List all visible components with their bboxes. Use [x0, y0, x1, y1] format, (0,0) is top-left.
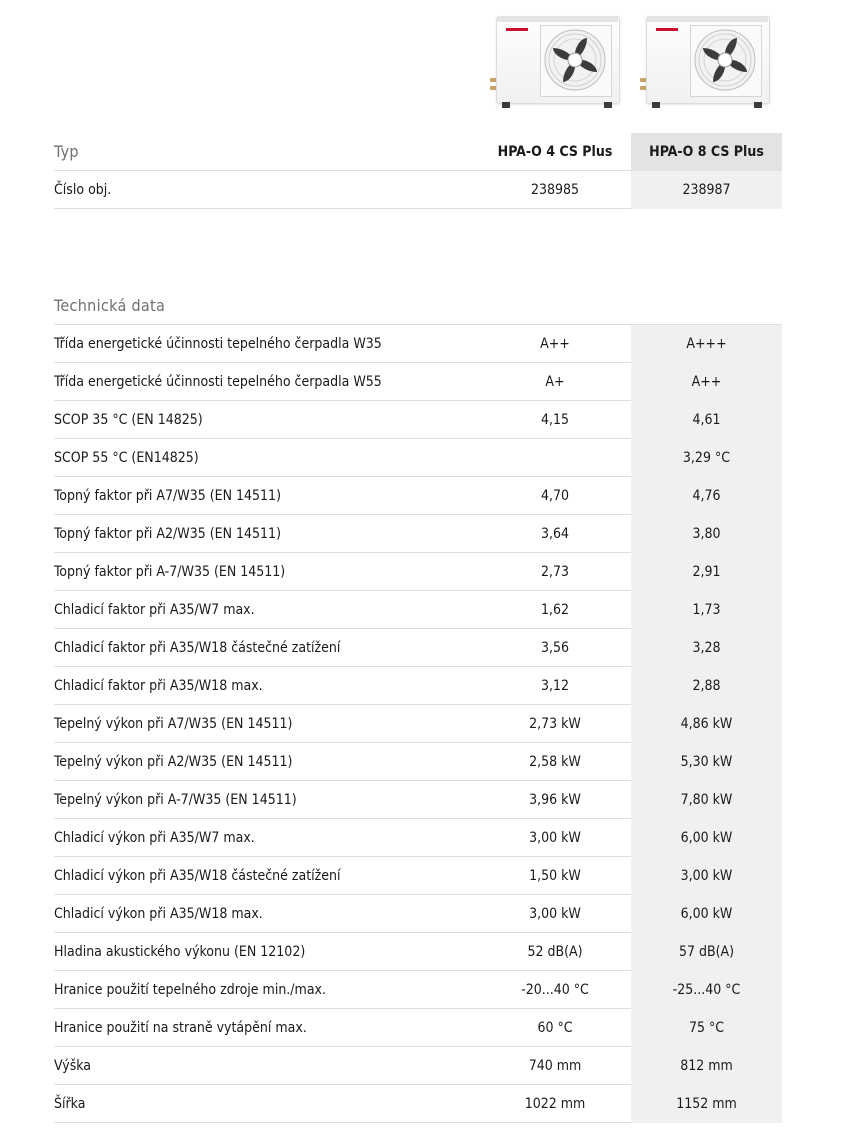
- tech-value-hpa-o-8: 6,00 kW: [631, 819, 782, 857]
- tech-value-hpa-o-4: 1,62: [540, 602, 570, 618]
- tech-value-hpa-o-8: 4,86 kW: [631, 705, 782, 743]
- tech-value-hpa-o-8: 6,00 kW: [631, 895, 782, 933]
- tech-data-row: [54, 401, 782, 439]
- tech-value-hpa-o-4: [480, 439, 630, 476]
- tech-data-row: [54, 1047, 782, 1085]
- tech-row-label: Třída energetické účinnosti tepelného čerpadla W35: [54, 336, 382, 352]
- tech-row-label: Chladicí faktor při A35/W18 částečné zatížení: [54, 640, 341, 656]
- unit-top-cap: [496, 16, 618, 22]
- tech-data-row: [54, 439, 782, 477]
- tech-value-hpa-o-4: 3,64: [540, 526, 570, 542]
- tech-row-label: Chladicí výkon při A35/W18 max.: [54, 906, 263, 922]
- tech-value-hpa-o-8: 3,00 kW: [631, 857, 782, 895]
- order-number-hpa-o-4: 238985: [530, 182, 580, 198]
- tech-value-hpa-o-4: 2,73: [540, 564, 570, 580]
- tech-row-label: Chladicí faktor při A35/W7 max.: [54, 602, 255, 618]
- tech-value-hpa-o-8: 3,28: [631, 629, 782, 667]
- order-number-row: [54, 171, 782, 209]
- tech-value-hpa-o-4: 2,58 kW: [529, 754, 581, 770]
- tech-value-hpa-o-4: 52 dB(A): [527, 944, 583, 960]
- product-image-hpa-o-8: [646, 16, 768, 108]
- tech-row-label: SCOP 55 °C (EN14825): [54, 450, 199, 466]
- tech-data-row: [54, 515, 782, 553]
- tech-value-hpa-o-4: 3,00 kW: [529, 906, 581, 922]
- product-images: [0, 0, 846, 120]
- tech-data-row: [54, 1009, 782, 1047]
- tech-value-hpa-o-8: 4,76: [631, 477, 782, 515]
- tech-data-row: [54, 895, 782, 933]
- tech-row-label: Tepelný výkon při A-7/W35 (EN 14511): [54, 792, 297, 808]
- tech-value-hpa-o-4: 4,15: [540, 412, 570, 428]
- tech-value-hpa-o-4: 4,70: [540, 488, 570, 504]
- tech-value-hpa-o-8: A+++: [631, 325, 782, 363]
- tech-value-hpa-o-8: 1,73: [631, 591, 782, 629]
- product-image-hpa-o-4: [496, 16, 618, 108]
- tech-value-hpa-o-8: A++: [631, 363, 782, 401]
- tech-data-row: [54, 591, 782, 629]
- section-heading: [54, 286, 782, 325]
- tech-value-hpa-o-4: -20...40 °C: [521, 982, 589, 998]
- tech-value-hpa-o-4: 740 mm: [528, 1058, 582, 1074]
- unit-foot: [754, 102, 762, 108]
- tech-value-hpa-o-4: A+: [545, 374, 565, 390]
- tech-value-hpa-o-4: 1022 mm: [524, 1096, 586, 1112]
- tech-row-label: SCOP 35 °C (EN 14825): [54, 412, 203, 428]
- tech-data-row: [54, 667, 782, 705]
- fan-icon: [543, 28, 607, 92]
- tech-data-row: [54, 819, 782, 857]
- tech-row-label: Šířka: [54, 1096, 86, 1112]
- tech-data-row: [54, 971, 782, 1009]
- tech-value-hpa-o-8: 1152 mm: [631, 1085, 782, 1123]
- tech-data-row: [54, 743, 782, 781]
- tech-data-row: [54, 781, 782, 819]
- tech-row-label: Tepelný výkon při A2/W35 (EN 14511): [54, 754, 293, 770]
- tech-data-row: [54, 933, 782, 971]
- tech-row-label: Topný faktor při A-7/W35 (EN 14511): [54, 564, 286, 580]
- brand-logo: [656, 28, 678, 31]
- tech-value-hpa-o-8: 75 °C: [631, 1009, 782, 1047]
- tech-row-label: Chladicí výkon při A35/W18 částečné zatížení: [54, 868, 341, 884]
- tech-row-label: Chladicí faktor při A35/W18 max.: [54, 678, 263, 694]
- tech-value-hpa-o-8: 4,61: [631, 401, 782, 439]
- unit-foot: [604, 102, 612, 108]
- tech-value-hpa-o-8: 7,80 kW: [631, 781, 782, 819]
- brand-logo: [506, 28, 528, 31]
- type-table: [54, 133, 782, 209]
- tech-data-row: [54, 705, 782, 743]
- tech-row-label: Hranice použití tepelného zdroje min./max.: [54, 982, 326, 998]
- tech-value-hpa-o-8: 812 mm: [631, 1047, 782, 1085]
- tech-row-label: Třída energetické účinnosti tepelného čerpadla W55: [54, 374, 382, 390]
- tech-value-hpa-o-8: 2,91: [631, 553, 782, 591]
- tech-value-hpa-o-4: 60 °C: [537, 1020, 573, 1036]
- tech-row-label: Chladicí výkon při A35/W7 max.: [54, 830, 255, 846]
- tech-data-row: [54, 477, 782, 515]
- unit-foot: [652, 102, 660, 108]
- tech-row-label: Topný faktor při A7/W35 (EN 14511): [54, 488, 281, 504]
- model-name-hpa-o-4: HPA-O 4 CS Plus: [497, 144, 613, 160]
- fan-icon: [693, 28, 757, 92]
- tech-value-hpa-o-8: 5,30 kW: [631, 743, 782, 781]
- tech-data-row: [54, 553, 782, 591]
- type-label: Typ: [54, 142, 79, 161]
- type-header-row: [54, 133, 782, 171]
- unit-foot: [502, 102, 510, 108]
- tech-value-hpa-o-8: 57 dB(A): [631, 933, 782, 971]
- order-number-label: Číslo obj.: [54, 182, 112, 198]
- model-name-hpa-o-8: HPA-O 8 CS Plus: [631, 133, 782, 171]
- unit-top-cap: [646, 16, 768, 22]
- tech-data-row: [54, 325, 782, 363]
- tech-row-label: Výška: [54, 1058, 92, 1074]
- tech-data-row: [54, 629, 782, 667]
- order-number-hpa-o-8: 238987: [631, 171, 782, 209]
- tech-value-hpa-o-4: A++: [540, 336, 570, 352]
- tech-value-hpa-o-4: 3,96 kW: [529, 792, 581, 808]
- tech-value-hpa-o-8: 3,29 °C: [631, 439, 782, 477]
- tech-row-label: Topný faktor při A2/W35 (EN 14511): [54, 526, 281, 542]
- tech-data-row: [54, 363, 782, 401]
- tech-data-title: Technická data: [54, 296, 166, 315]
- tech-value-hpa-o-4: 3,56: [540, 640, 570, 656]
- tech-value-hpa-o-4: 3,12: [540, 678, 570, 694]
- tech-data-row: [54, 857, 782, 895]
- tech-row-label: Tepelný výkon při A7/W35 (EN 14511): [54, 716, 293, 732]
- tech-row-label: Hranice použití na straně vytápění max.: [54, 1020, 307, 1036]
- tech-row-label: Hladina akustického výkonu (EN 12102): [54, 944, 306, 960]
- tech-value-hpa-o-8: -25...40 °C: [631, 971, 782, 1009]
- tech-data-row: [54, 1085, 782, 1123]
- tech-value-hpa-o-4: 3,00 kW: [529, 830, 581, 846]
- tech-value-hpa-o-8: 2,88: [631, 667, 782, 705]
- tech-value-hpa-o-4: 2,73 kW: [529, 716, 581, 732]
- tech-value-hpa-o-8: 3,80: [631, 515, 782, 553]
- tech-data-table: [54, 325, 782, 1123]
- tech-value-hpa-o-4: 1,50 kW: [529, 868, 581, 884]
